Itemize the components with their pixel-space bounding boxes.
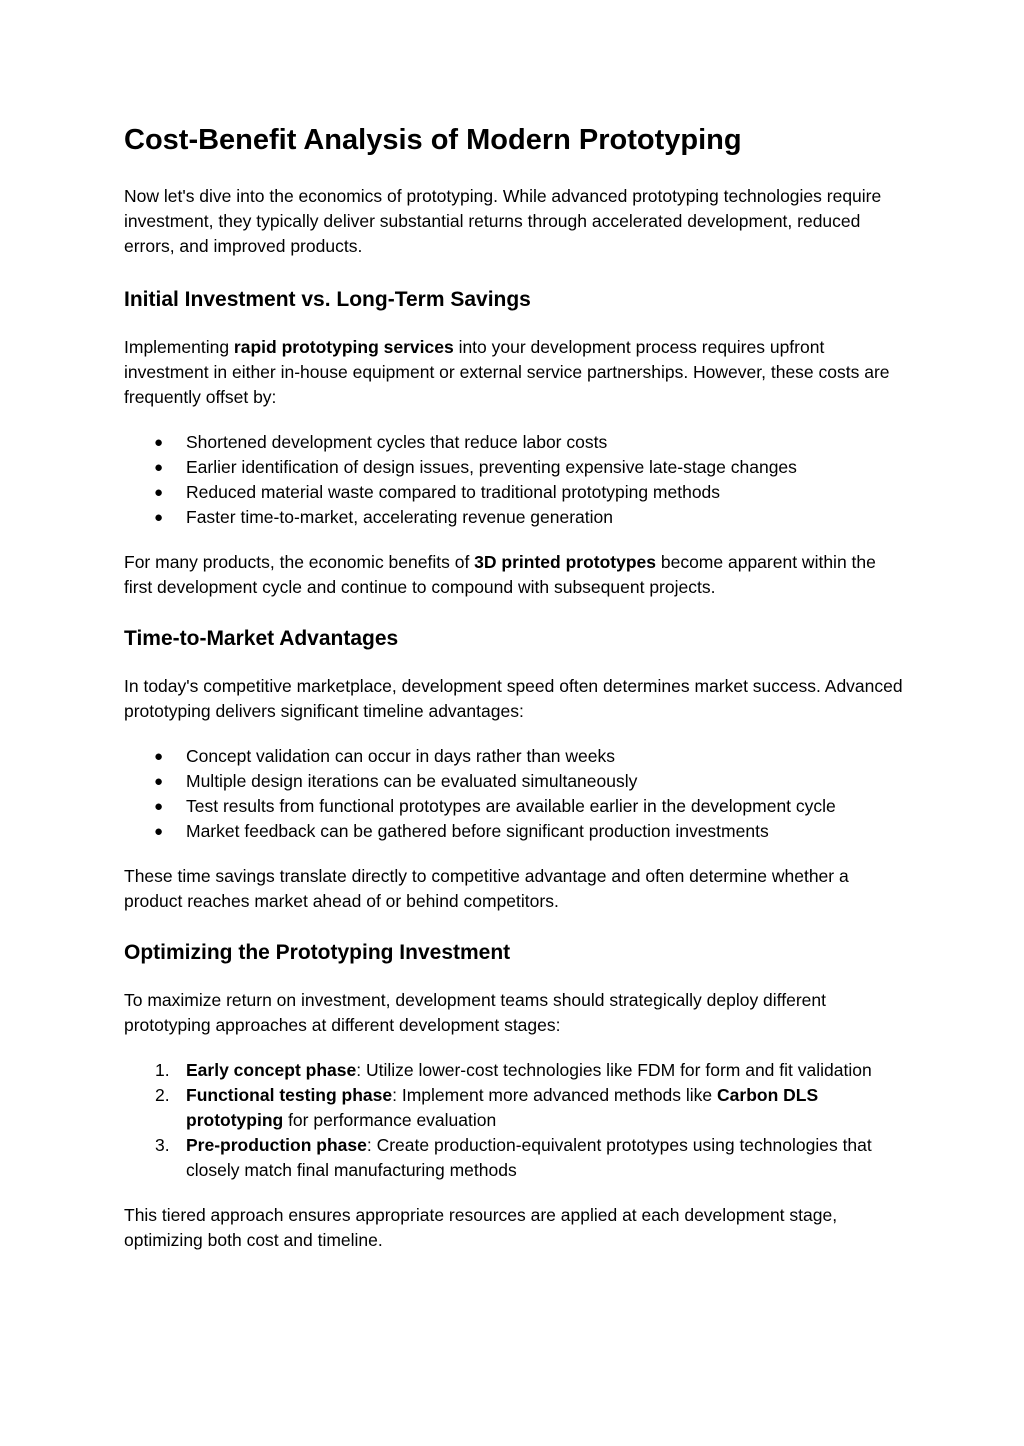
list-item-text: Multiple design iterations can be evaluated simultaneously [186, 771, 638, 791]
bullet-icon: ● [154, 748, 164, 765]
list-item-text: Test results from functional prototypes are available earlier in the development cycle [186, 796, 836, 816]
bullet-icon: ● [154, 798, 164, 815]
bold-text: Early concept phase [186, 1060, 357, 1080]
section-heading: Time-to-Market Advantages [124, 627, 399, 650]
text-run: For many products, the economic benefits of [124, 552, 475, 572]
list-number: 2. [155, 1085, 170, 1105]
bullet-icon: ● [154, 509, 164, 526]
list-item-text: : Create production-equivalent prototypes using technologies that closely match final manufacturing methods [186, 1135, 872, 1180]
list-item [124, 480, 904, 505]
list-item-text: Market feedback can be gathered before significant production investments [186, 821, 769, 841]
list-item-text: : Utilize lower-cost technologies like FDM for form and fit validation [356, 1060, 872, 1080]
list-item [124, 794, 904, 819]
list-item [124, 455, 904, 480]
section-paragraph: To maximize return on investment, development teams should strategically deploy different prototyping approaches at different development stages: [124, 990, 826, 1035]
list-number: 1. [155, 1060, 170, 1080]
section-paragraph [124, 550, 904, 600]
list-item [124, 430, 904, 455]
section-time-to-market [124, 624, 904, 914]
bold-text: Carbon DLS prototyping [186, 1085, 819, 1130]
section-optimizing-investment [124, 938, 904, 1253]
bold-text: Functional testing phase [186, 1085, 393, 1105]
bullet-icon: ● [154, 773, 164, 790]
list-item-text: Concept validation can occur in days rather than weeks [186, 746, 615, 766]
page-title: Cost-Benefit Analysis of Modern Prototyping [124, 124, 742, 156]
section-paragraph: These time savings translate directly to competitive advantage and often determine whether a product reaches market ahead of or behind competitors. [124, 866, 849, 911]
section-paragraph: In today's competitive marketplace, development speed often determines market success. Advanced prototyping delivers significant timeline advantages: [124, 676, 903, 721]
bullet-list [124, 430, 904, 530]
text-run: become apparent within the first development cycle and continue to compound with subsequent projects. [124, 552, 876, 597]
text-run: Implementing [124, 337, 234, 357]
intro-paragraph: Now let's dive into the economics of prototyping. While advanced prototyping technologies require investment, they typically deliver substantial returns through accelerated development, reduced errors, and improved products. [124, 186, 882, 256]
list-item-text: Reduced material waste compared to traditional prototyping methods [186, 482, 721, 502]
section-heading: Initial Investment vs. Long-Term Savings [124, 288, 531, 311]
section-initial-investment [124, 285, 904, 600]
list-number: 3. [155, 1135, 170, 1155]
section-paragraph [124, 335, 904, 410]
list-item [124, 1133, 904, 1183]
list-item [124, 505, 904, 530]
bold-text: 3D printed prototypes [474, 552, 656, 572]
bullet-icon: ● [154, 484, 164, 501]
list-item [124, 819, 904, 844]
list-item [124, 769, 904, 794]
list-item-text: Shortened development cycles that reduce labor costs [186, 432, 608, 452]
bullet-list [124, 744, 904, 844]
section-paragraph: This tiered approach ensures appropriate resources are applied at each development stage, optimizing both cost and timeline. [124, 1205, 838, 1250]
list-item-text: for performance evaluation [283, 1110, 497, 1130]
list-item-text: Earlier identification of design issues, preventing expensive late-stage changes [186, 457, 797, 477]
numbered-list [124, 1058, 904, 1183]
bold-text: rapid prototyping services [233, 337, 454, 357]
list-item-text: : Implement more advanced methods like [392, 1085, 718, 1105]
list-item [124, 744, 904, 769]
list-item [124, 1083, 904, 1133]
section-heading: Optimizing the Prototyping Investment [124, 941, 511, 964]
bullet-icon: ● [154, 459, 164, 476]
list-item-text: Faster time-to-market, accelerating revenue generation [186, 507, 614, 527]
bullet-icon: ● [154, 434, 164, 451]
bold-text: Pre-production phase [186, 1135, 367, 1155]
list-item [124, 1058, 904, 1083]
bullet-icon: ● [154, 823, 164, 840]
text-run: into your development process requires upfront investment in either in-house equipment or external service partnerships. However, these costs are frequently offset by: [124, 337, 890, 407]
